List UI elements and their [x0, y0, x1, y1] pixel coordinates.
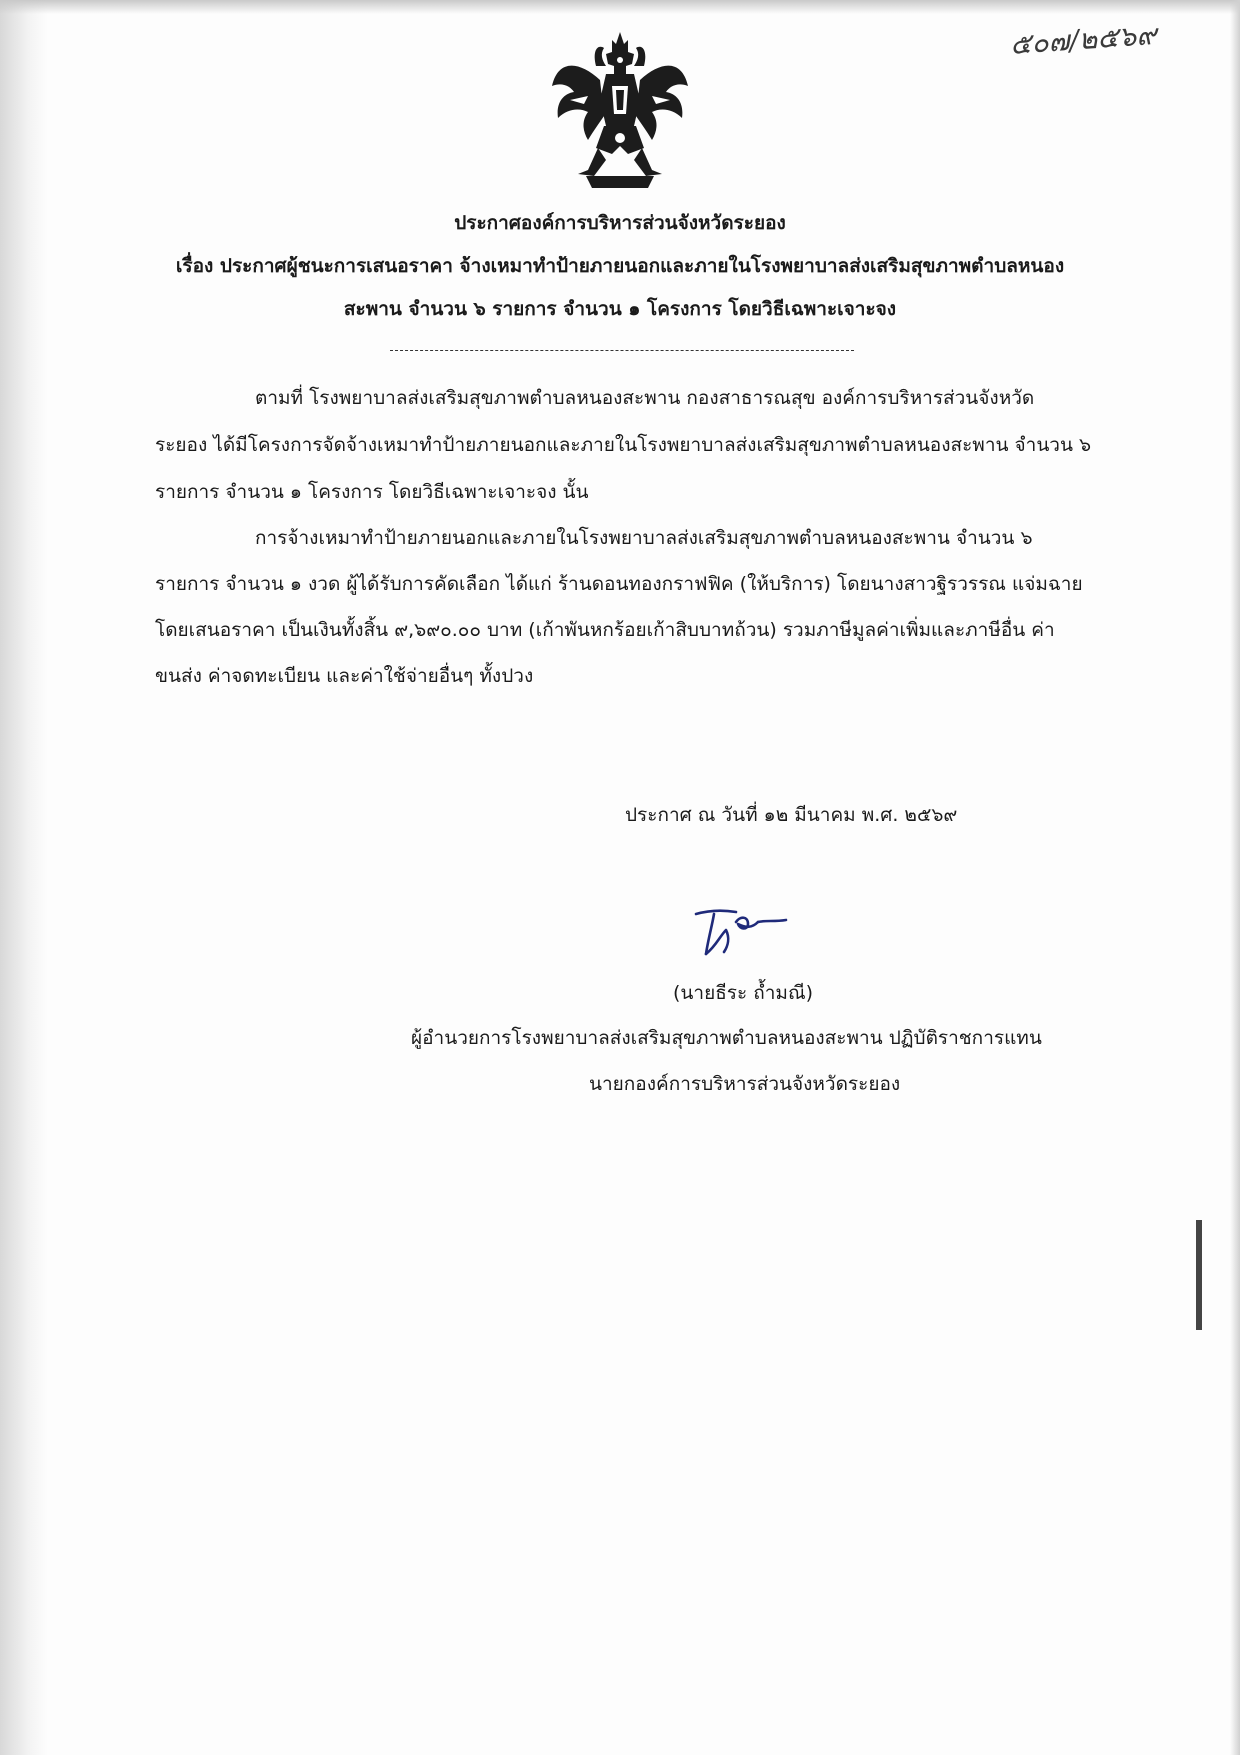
paragraph-1-line-3: รายการ จำนวน ๑ โครงการ โดยวิธีเฉพาะเจาะจง นั้น	[155, 481, 589, 503]
header-divider	[390, 350, 854, 351]
handwritten-reference-number: ๕๐๗/๒๕๖๙	[1008, 17, 1158, 62]
signatory-name: (นายธีระ ถ้ำมณี)	[673, 982, 813, 1004]
subject-line-2: สะพาน จำนวน ๖ รายการ จำนวน ๑ โครงการ โดยวิธีเฉพาะเจาะจง	[343, 298, 897, 320]
paragraph-2-line-3: โดยเสนอราคา เป็นเงินทั้งสิ้น ๙,๖๙๐.๐๐ บาท (เก้าพันหกร้อยเก้าสิบบาทถ้วน) รวมภาษีมูลค่าเพิ่มและภาษีอื่น ค่า	[155, 619, 1055, 641]
scan-shadow-top	[0, 0, 1240, 14]
paragraph-2-line-2: รายการ จำนวน ๑ งวด ผู้ได้รับการคัดเลือก ได้แก่ ร้านดอนทองกราฟฟิค (ให้บริการ) โดยนางสาวฐิรวรรณ แจ่มฉาย	[155, 573, 1083, 595]
handwritten-signature	[690, 900, 800, 960]
garuda-emblem-icon	[548, 30, 692, 190]
paragraph-2-line-4: ขนส่ง ค่าจดทะเบียน และค่าใช้จ่ายอื่นๆ ทั้งปวง	[155, 665, 534, 687]
paragraph-2-line-1: การจ้างเหมาทำป้ายภายนอกและภายในโรงพยาบาลส่งเสริมสุขภาพตำบลหนองสะพาน จำนวน ๖	[255, 527, 1033, 549]
announcement-title: ประกาศองค์การบริหารส่วนจังหวัดระยอง	[454, 212, 786, 234]
subject-line-1: เรื่อง ประกาศผู้ชนะการเสนอราคา จ้างเหมาทำป้ายภายนอกและภายในโรงพยาบาลส่งเสริมสุขภาพตำบลหนอง	[175, 255, 1065, 277]
signatory-position-line-2: นายกองค์การบริหารส่วนจังหวัดระยอง	[589, 1073, 901, 1095]
paragraph-1-line-1: ตามที่ โรงพยาบาลส่งเสริมสุขภาพตำบลหนองสะพาน กองสาธารณสุข องค์การบริหารส่วนจังหวัด	[255, 387, 1035, 409]
announcement-date: ประกาศ ณ วันที่ ๑๒ มีนาคม พ.ศ. ๒๕๖๙	[625, 804, 958, 826]
signatory-position-line-1: ผู้อำนวยการโรงพยาบาลส่งเสริมสุขภาพตำบลหนองสะพาน ปฏิบัติราชการแทน	[411, 1027, 1042, 1049]
paragraph-1-line-2: ระยอง ได้มีโครงการจัดจ้างเหมาทำป้ายภายนอกและภายในโรงพยาบาลส่งเสริมสุขภาพตำบลหนองสะพาน จำนวน ๖	[155, 434, 1092, 456]
scan-mark	[1196, 1220, 1202, 1330]
